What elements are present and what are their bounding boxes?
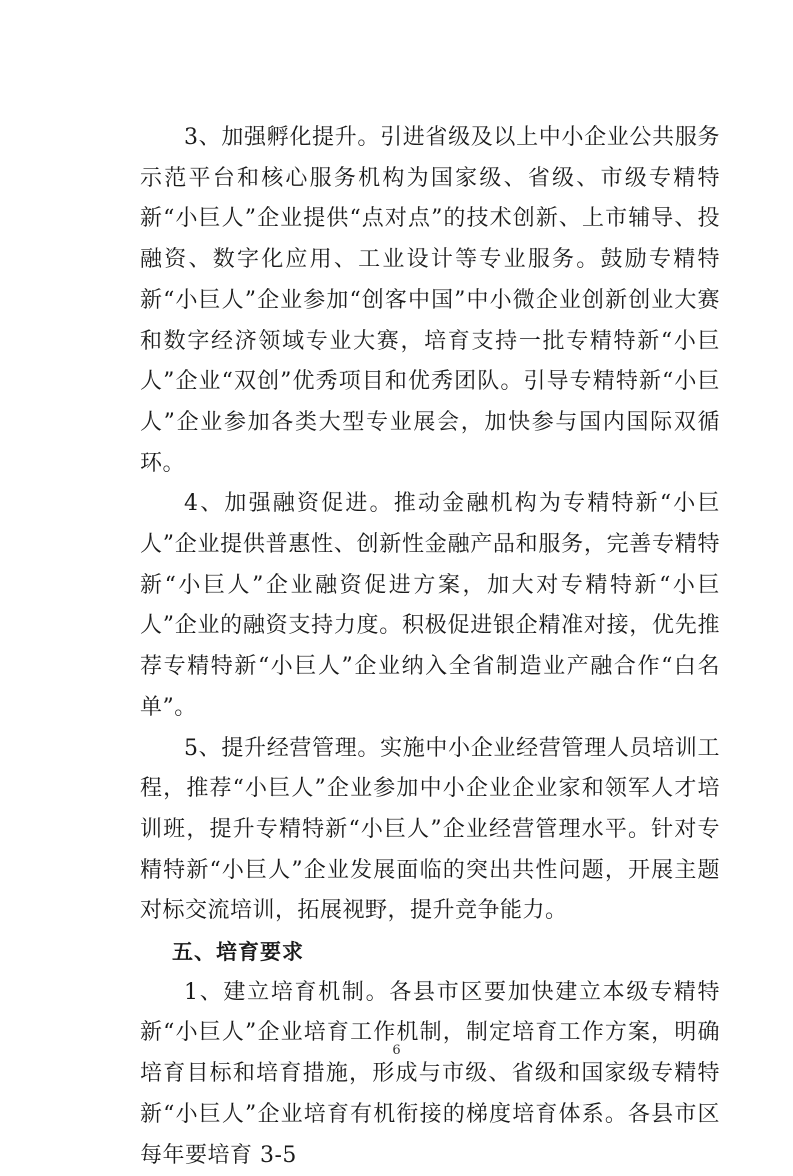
- page-number: 6: [392, 1043, 401, 1058]
- document-body: [140, 118, 720, 1176]
- paragraph-management: 5、提升经营管理。实施中小企业经营管理人员培训工程，推荐“小巨人”企业参加中小企业企业家和领军人才培训班，提升专精特新“小巨人”企业经营管理水平。针对专精特新“小巨人”企业发展面临的突出共性问题，开展主题对标交流培训，拓展视野，提升竞争能力。: [140, 735, 720, 924]
- paragraph-mechanism: 1、建立培育机制。各县市区要加快建立本级专精特新“小巨人”企业培育工作机制，制定培育工作方案，明确培育目标和培育措施，形成与市级、省级和国家级专精特新“小巨人”企业培育有机衔接的梯度培育体系。各县市区每年要培育 3-5: [140, 979, 720, 1168]
- paragraph-financing: 4、加强融资促进。推动金融机构为专精特新“小巨人”企业提供普惠性、创新性金融产品和服务，完善专精特新“小巨人”企业融资促进方案，加大对专精特新“小巨人”企业的融资支持力度。积极促进银企精准对接，优先推荐专精特新“小巨人”企业纳入全省制造业产融合作“白名单”。: [140, 491, 720, 720]
- paragraph-incubation: 3、加强孵化提升。引进省级及以上中小企业公共服务示范平台和核心服务机构为国家级、省级、市级专精特新“小巨人”企业提供“点对点”的技术创新、上市辅导、投融资、数字化应用、工业设计等专业服务。鼓励专精特新“小巨人”企业参加“创客中国”中小微企业创新创业大赛和数字经济领域专业大赛，培育支持一批专精特新“小巨人”企业“双创”优秀项目和优秀团队。引导专精特新“小巨人”企业参加各类大型专业展会，加快参与国内国际双循环。: [140, 125, 720, 476]
- section-heading: 五、培育要求: [172, 940, 304, 965]
